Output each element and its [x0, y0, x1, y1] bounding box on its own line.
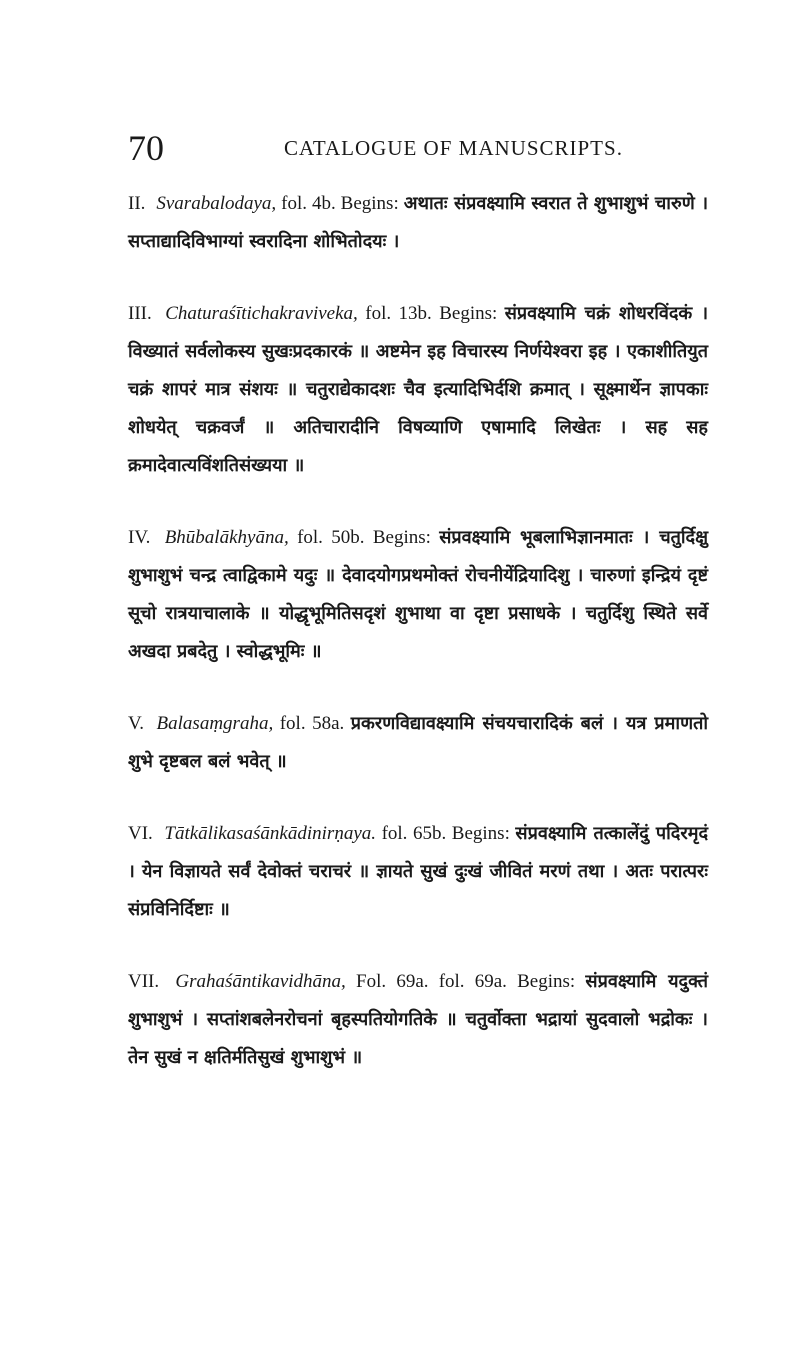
entry-title: Balasaṃgraha, [156, 713, 274, 734]
catalogue-entry [128, 185, 708, 261]
sanskrit-text: प्रकरणविद्यावक्ष्यामि संचयचारादिकं बलं । यत्र प्रमाणतो शुभे दृष्टबल बलं भवेत् ॥ [128, 713, 709, 772]
entry-title: Tātkālikasaśānkādinirṇaya. [164, 823, 377, 844]
entry-number: IV. [128, 527, 151, 548]
running-title: CATALOGUE OF MANUSCRIPTS. [284, 136, 623, 160]
sanskrit-text: संप्रवक्ष्यामि भूबलाभिज्ञानमातः । चतुर्दिक्षु शुभाशुभं चन्द्र त्वाद्विकामे यदुः ॥ देवादयोगप्रथमोक्तं रोचनीयेंद्रियादिशु । चारुणां इन्द्रियं दृष्टं सूचो रात्रयाचालाके ॥ योद्धृभूमितिसदृशं शुभाथा वा दृष्टा प्रसाधके । चतुर्दिशु स्थिते सर्वे अखदा प्रबदेतु । स्वोद्धभूमिः ॥ [128, 527, 709, 662]
entry-meta: fol. 58a. [279, 713, 345, 734]
entry-title: Bhūbalākhyāna, [164, 527, 289, 548]
entry-number: VII. [128, 971, 160, 992]
catalogue-entry [128, 815, 708, 929]
entry-meta: fol. 13b. Begins: [365, 303, 498, 324]
entry-number: III. [128, 303, 152, 324]
catalogue-entries [128, 185, 708, 1111]
entry-text-block [128, 815, 708, 929]
entry-text-block [128, 295, 708, 485]
catalogue-entry [128, 705, 708, 781]
entry-meta: fol. 4b. Begins: [281, 193, 399, 214]
sanskrit-text: संप्रवक्ष्यामि तत्कालेंदुं पदिरमृदं । येन विज्ञायते सर्वं देवोक्तं चराचरं ॥ ज्ञायते सुखं दुःखं जीवितं मरणं तथा । अतः परात्परः संप्रविनिर्दिष्टाः ॥ [128, 823, 709, 920]
sanskrit-text: अथातः संप्रवक्ष्यामि स्वरात ते शुभाशुभं चारुणे । सप्ताद्यादिविभाग्यां स्वरादिना शोभितोदयः । [128, 193, 709, 252]
entry-number: V. [128, 713, 145, 734]
entry-text-block [128, 963, 708, 1077]
entry-text-block [128, 519, 708, 671]
sanskrit-text: संप्रवक्ष्यामि चक्रं शोधरविंदकं । विख्यातं सर्वलोकस्य सुखःप्रदकारकं ॥ अष्टमेन इह विचारस्य निर्णयेश्वरा इह । एकाशीतियुत चक्रं शापरं मात्र संशयः ॥ चतुराद्येकादशः चैव इत्यादिभिर्दशि क्रमात् । सूक्ष्मार्थेन ज्ञापकाः शोधयेत् चक्रवर्जं ॥ अतिचारादीनि विषव्याणि एषामादि लिखेतः । सह सह क्रमादेवात्यविंशतिसंख्यया ॥ [128, 303, 709, 476]
catalogue-entry [128, 295, 708, 485]
sanskrit-text: संप्रवक्ष्यामि यदुक्तं शुभाशुभं । सप्तांशबलेनरोचनां बृहस्पतियोगतिके ॥ चतुर्वोक्ता भद्रायां सुदवालो भद्रोकः । तेन सुखं न क्षतिर्मतिसुखं शुभाशुभं ॥ [128, 971, 708, 1068]
entry-number: II. [128, 193, 146, 214]
entry-meta: Fol. 69a. fol. 69a. Begins: [356, 971, 576, 992]
page-header [128, 128, 698, 168]
page-number: 70 [128, 128, 164, 168]
entry-title: Svarabalodaya, [156, 193, 277, 214]
entry-title: Chaturaśītichakraviveka, [165, 303, 358, 324]
catalogue-entry [128, 963, 708, 1077]
catalogue-entry [128, 519, 708, 671]
entry-text-block [128, 185, 708, 261]
entry-number: VI. [128, 823, 153, 844]
entry-title: Grahaśāntikavidhāna, [175, 971, 346, 992]
entry-text-block [128, 705, 708, 781]
entry-meta: fol. 50b. Begins: [297, 527, 431, 548]
entry-meta: fol. 65b. Begins: [381, 823, 510, 844]
